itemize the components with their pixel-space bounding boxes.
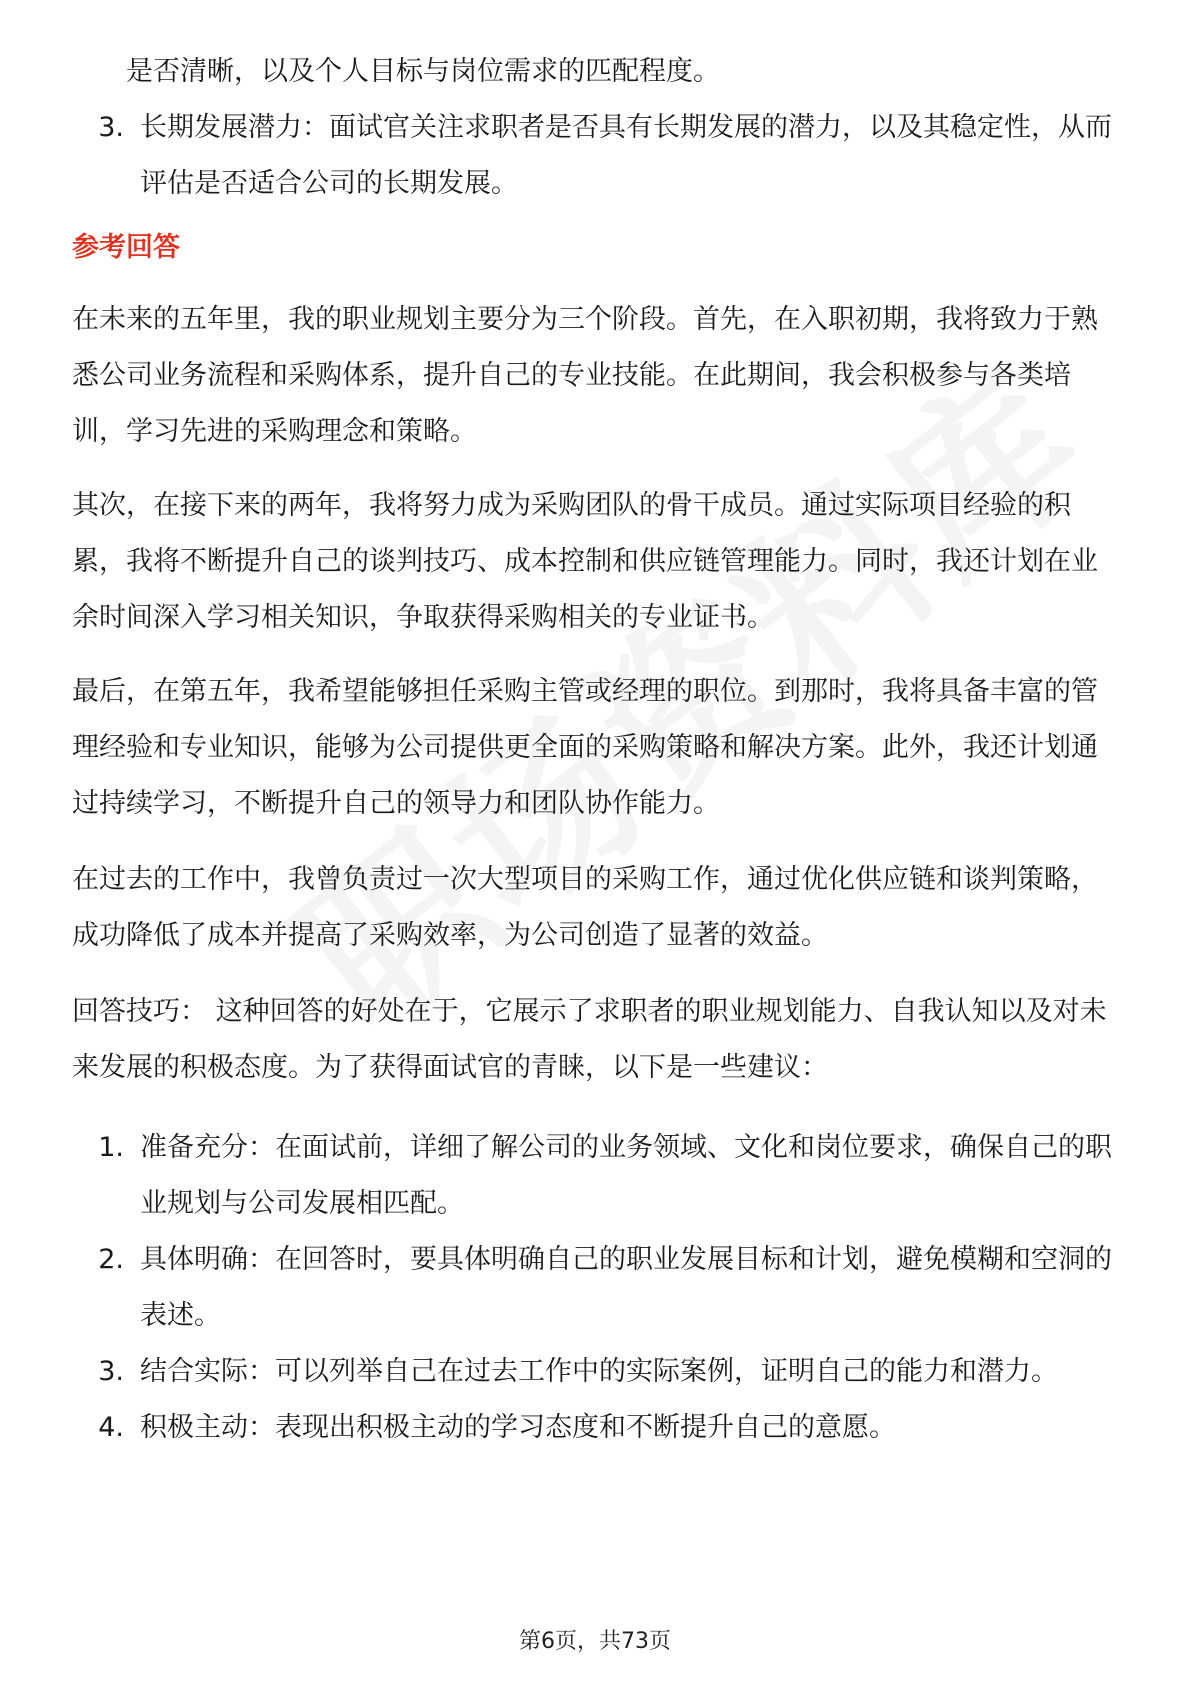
- list-text: 长期发展潜力：面试官关注求职者是否具有长期发展的潜力，以及其稳定性，从而评估是否适合公司的长期发展。: [140, 112, 1112, 199]
- list-item: [84, 1120, 1124, 1232]
- list-number: 4.: [98, 1412, 124, 1443]
- page-number: 第6页，共73页: [519, 1629, 671, 1654]
- section-heading: 参考回答: [72, 232, 180, 263]
- list-text: 具体明确：在回答时，要具体明确自己的职业发展目标和计划，避免模糊和空洞的表述。: [140, 1244, 1112, 1331]
- list-item: [84, 100, 1124, 212]
- list-text: 准备充分：在面试前，详细了解公司的业务领域、文化和岗位要求，确保自己的职业规划与公司发展相匹配。: [140, 1132, 1112, 1219]
- list-item: [84, 1400, 1124, 1456]
- tips-list: [84, 1120, 1124, 1456]
- paragraph: 最后，在第五年，我希望能够担任采购主管或经理的职位。到那时，我将具备丰富的管理经验和专业知识，能够为公司提供更全面的采购策略和解决方案。此外，我还计划通过持续学习，不断提升自己的领导力和团队协作能力。: [72, 676, 1098, 819]
- paragraph: 在未来的五年里，我的职业规划主要分为三个阶段。首先，在入职初期，我将致力于熟悉公司业务流程和采购体系，提升自己的专业技能。在此期间，我会积极参与各类培训，学习先进的采购理念和策略。: [72, 304, 1098, 447]
- list-text: 积极主动：表现出积极主动的学习态度和不断提升自己的意愿。: [140, 1412, 896, 1443]
- list-continuation: 是否清晰，以及个人目标与岗位需求的匹配程度。: [126, 56, 720, 87]
- paragraph: 其次，在接下来的两年，我将努力成为采购团队的骨干成员。通过实际项目经验的积累，我将不断提升自己的谈判技巧、成本控制和供应链管理能力。同时，我还计划在业余时间深入学习相关知识，争取获得采购相关的专业证书。: [72, 490, 1098, 633]
- list-item: [84, 1232, 1124, 1344]
- list-number: 2.: [98, 1244, 124, 1275]
- intro-list: [84, 100, 1124, 212]
- paragraph: 在过去的工作中，我曾负责过一次大型项目的采购工作，通过优化供应链和谈判策略，成功降低了成本并提高了采购效率，为公司创造了显著的效益。: [72, 864, 1098, 951]
- list-number: 1.: [98, 1132, 124, 1163]
- tips-intro: 回答技巧： 这种回答的好处在于，它展示了求职者的职业规划能力、自我认知以及对未来发展的积极态度。为了获得面试官的青睐，以下是一些建议：: [72, 996, 1107, 1083]
- list-number: 3.: [98, 112, 124, 143]
- list-text: 结合实际：可以列举自己在过去工作中的实际案例，证明自己的能力和潜力。: [140, 1356, 1058, 1387]
- list-number: 3.: [98, 1356, 124, 1387]
- list-item: [84, 1344, 1124, 1400]
